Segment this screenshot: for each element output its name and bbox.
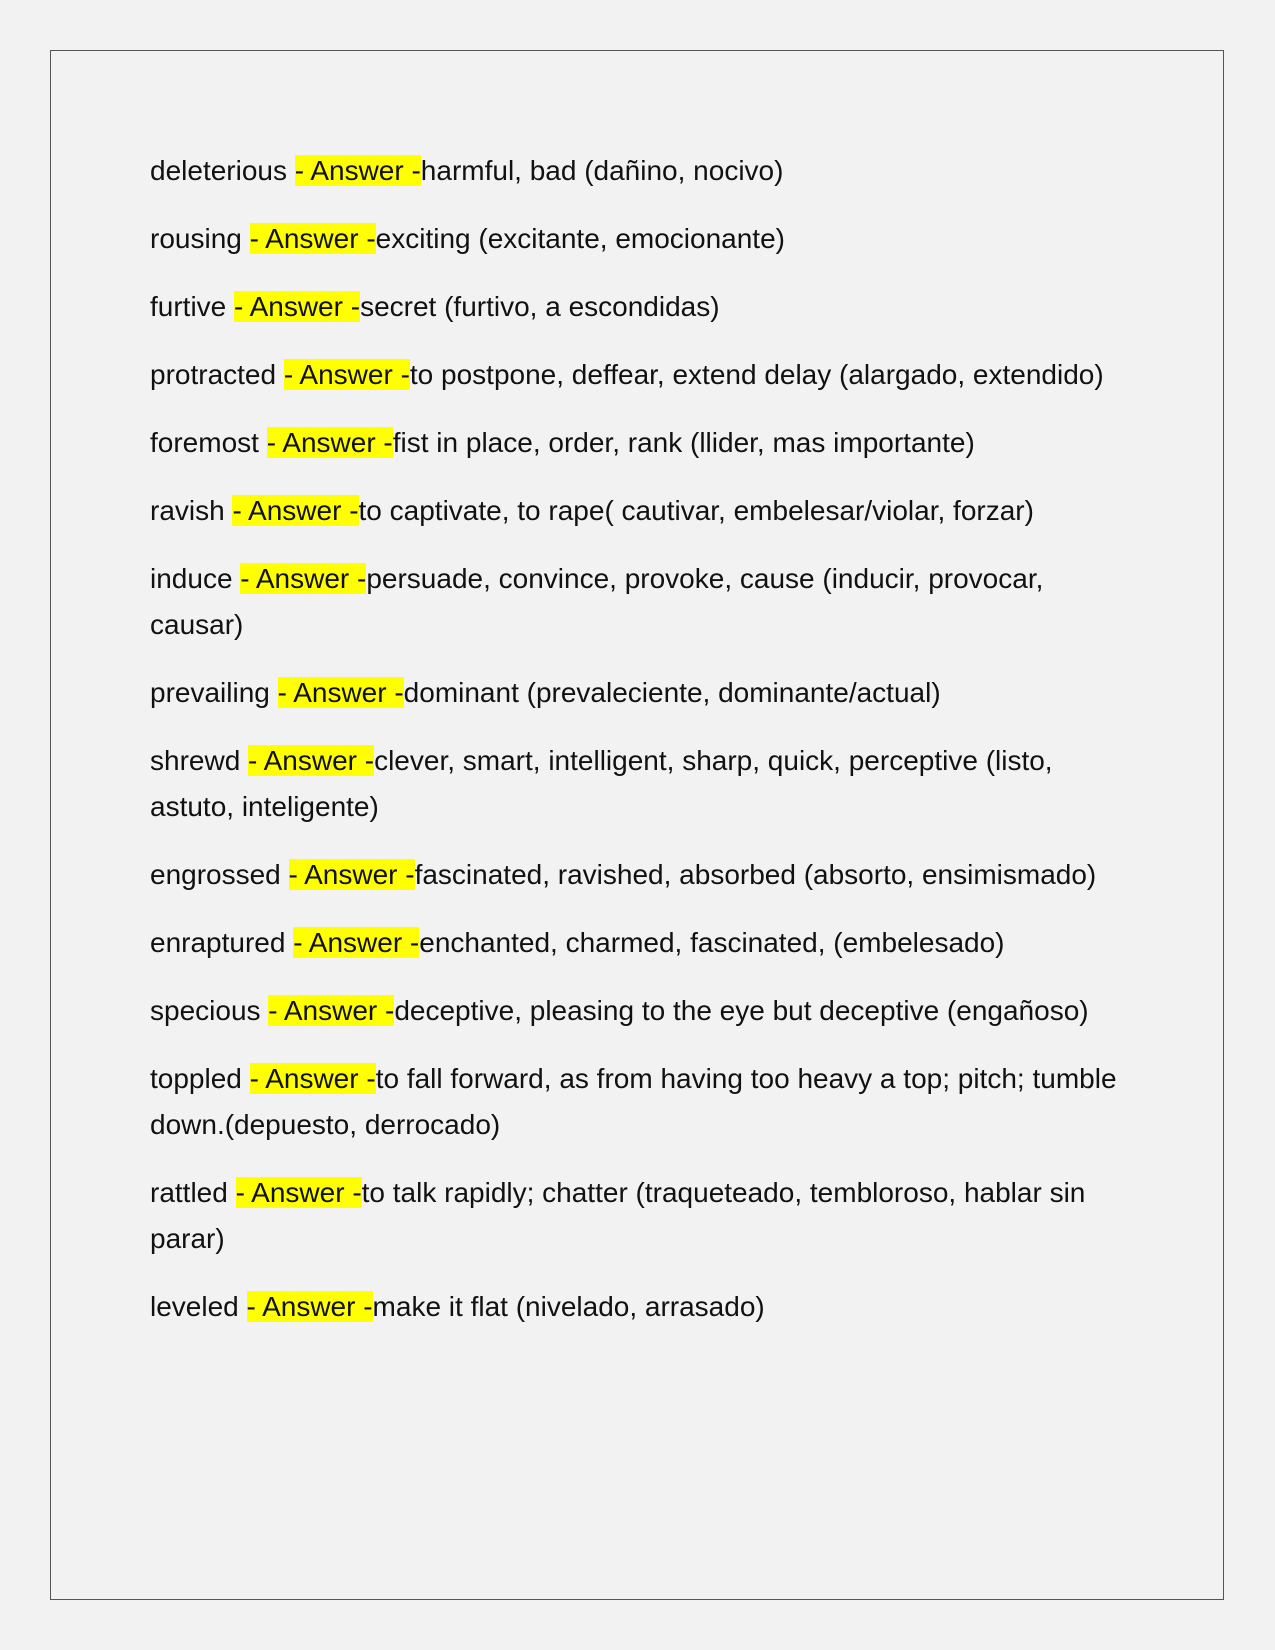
list-item <box>150 216 1130 262</box>
entry-term: prevailing <box>150 677 270 708</box>
entry-term: deleterious <box>150 155 287 186</box>
entry-definition: to talk rapidly; chatter (traqueteado, tembloroso, hablar sin parar) <box>150 1177 1086 1254</box>
entry-definition: to captivate, to rape( cautivar, embelesar/violar, forzar) <box>358 495 1034 526</box>
entry-definition: harmful, bad (dañino, nocivo) <box>420 155 784 186</box>
answer-separator: - Answer - <box>266 427 393 458</box>
entry-definition: dominant (prevaleciente, dominante/actual) <box>403 677 941 708</box>
entry-definition: persuade, convince, provoke, cause (inducir, provocar, causar) <box>150 563 1044 640</box>
entry-term: foremost <box>150 427 259 458</box>
list-item <box>150 1170 1130 1262</box>
entry-definition: fascinated, ravished, absorbed (absorto, ensimismado) <box>414 859 1097 890</box>
list-item <box>150 670 1130 716</box>
list-item <box>150 920 1130 966</box>
list-item <box>150 1284 1130 1330</box>
answer-separator: - Answer - <box>293 927 420 958</box>
entry-definition: to fall forward, as from having too heavy a top; pitch; tumble down.(depuesto, derrocado) <box>150 1063 1117 1140</box>
entry-term: rattled <box>150 1177 228 1208</box>
answer-separator: - Answer - <box>248 745 375 776</box>
answer-separator: - Answer - <box>249 1063 376 1094</box>
entry-term: furtive <box>150 291 227 322</box>
entry-definition: fist in place, order, rank (llider, mas importante) <box>392 427 975 458</box>
list-item <box>150 284 1130 330</box>
entry-term: ravish <box>150 495 225 526</box>
entry-term: specious <box>150 995 261 1026</box>
answer-separator: - Answer - <box>283 359 410 390</box>
list-item <box>150 148 1130 194</box>
answer-separator: - Answer - <box>235 1177 362 1208</box>
list-item <box>150 852 1130 898</box>
entry-definition: to postpone, deffear, extend delay (alargado, extendido) <box>409 359 1104 390</box>
entry-term: shrewd <box>150 745 241 776</box>
entry-list <box>150 148 1130 1352</box>
answer-separator: - Answer - <box>277 677 404 708</box>
list-item <box>150 738 1130 830</box>
entry-definition: secret (furtivo, a escondidas) <box>360 291 720 322</box>
entry-definition: exciting (excitante, emocionante) <box>375 223 785 254</box>
list-item <box>150 1056 1130 1148</box>
entry-definition: clever, smart, intelligent, sharp, quick, perceptive (listo, astuto, inteligente) <box>150 745 1053 822</box>
answer-separator: - Answer - <box>234 291 361 322</box>
answer-separator: - Answer - <box>288 859 415 890</box>
list-item <box>150 556 1130 648</box>
answer-separator: - Answer - <box>246 1291 373 1322</box>
entry-term: protracted <box>150 359 277 390</box>
entry-definition: enchanted, charmed, fascinated, (embelesado) <box>419 927 1005 958</box>
answer-separator: - Answer - <box>294 155 421 186</box>
list-item <box>150 988 1130 1034</box>
list-item <box>150 352 1130 398</box>
answer-separator: - Answer - <box>240 563 367 594</box>
entry-term: leveled <box>150 1291 239 1322</box>
answer-separator: - Answer - <box>232 495 359 526</box>
answer-separator: - Answer - <box>249 223 376 254</box>
entry-term: induce <box>150 563 233 594</box>
entry-term: rousing <box>150 223 242 254</box>
entry-term: enraptured <box>150 927 286 958</box>
list-item <box>150 488 1130 534</box>
answer-separator: - Answer - <box>268 995 395 1026</box>
entry-term: toppled <box>150 1063 242 1094</box>
entry-definition: deceptive, pleasing to the eye but deceptive (engañoso) <box>394 995 1089 1026</box>
list-item <box>150 420 1130 466</box>
entry-term: engrossed <box>150 859 281 890</box>
entry-definition: make it flat (nivelado, arrasado) <box>372 1291 765 1322</box>
